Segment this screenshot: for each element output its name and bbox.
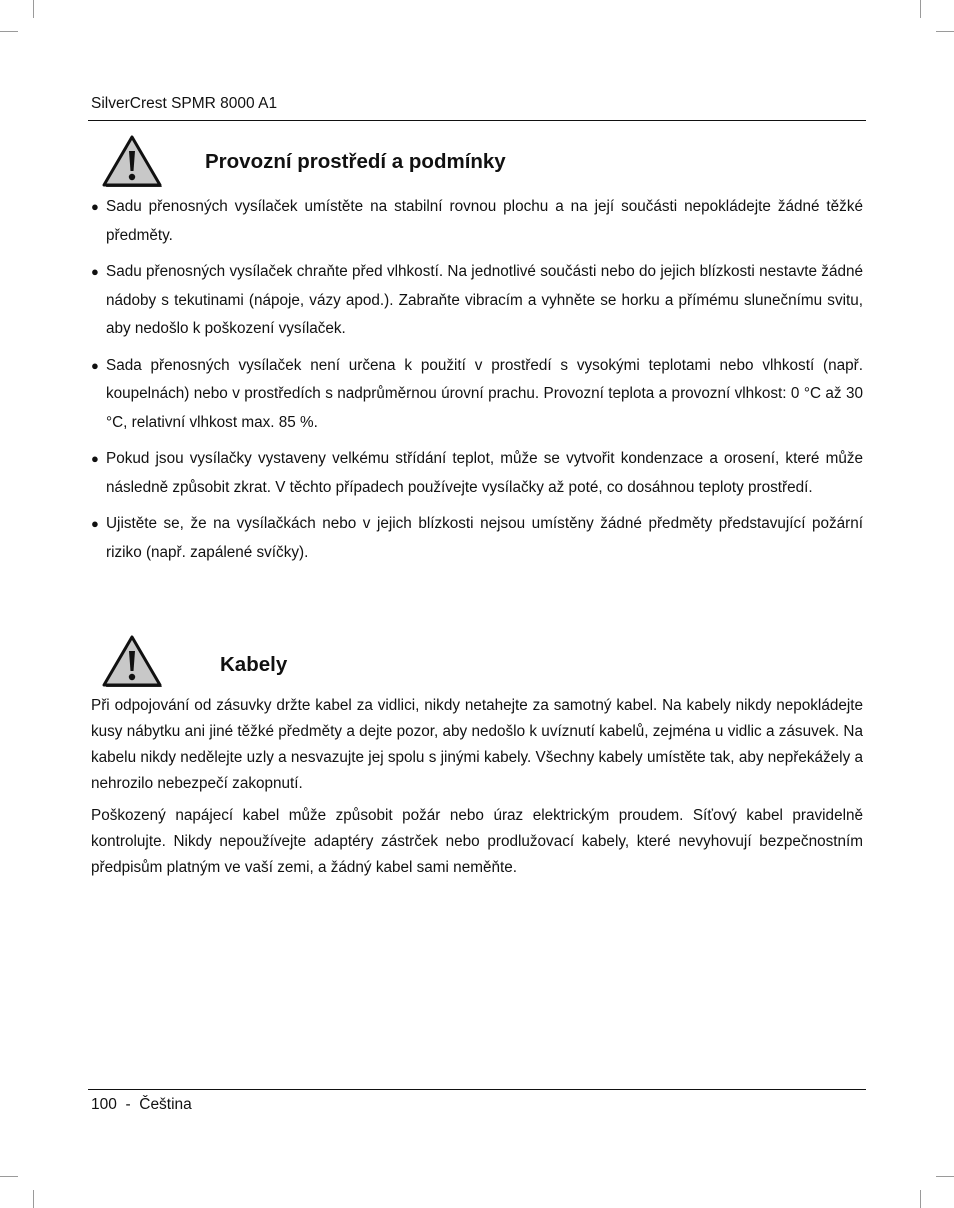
- warning-triangle-icon: [101, 134, 163, 193]
- list-item: ● Sadu přenosných vysílaček umístěte na stabilní rovnou plochu a na její součásti nepokládejte žádné těžké předměty.: [91, 193, 863, 250]
- list-item: ● Sadu přenosných vysílaček chraňte před vlhkostí. Na jednotlivé součásti nebo do jejich blízkosti nestavte žádné nádoby s tekutinami (nápoje, vázy apod.). Zabraňte vibracím a vyhněte se horku a přímému slunečnímu svitu, aby nedošlo k poškození vysílaček.: [91, 258, 863, 344]
- crop-mark-bottom-right-vertical: [920, 1190, 921, 1208]
- page-footer: 100 - Čeština: [91, 1096, 192, 1113]
- crop-mark-bottom-right-horizontal: [936, 1176, 954, 1177]
- operating-conditions-list: [91, 193, 863, 575]
- list-item: ● Sada přenosných vysílaček není určena k použití v prostředí s vysokými teplotami nebo vlhkostí (např. koupelnách) nebo v prostředích s nadprůměrnou úrovní prachu. Provozní teplota a provozní vlhkost: 0 °C až 30 °C, relativní vlhkost max. 85 %.: [91, 352, 863, 438]
- paragraph: Poškozený napájecí kabel může způsobit požár nebo úraz elektrickým proudem. Síťový kabel pravidelně kontrolujte. Nikdy nepoužívejte adaptéry zástrček nebo prodlužovací kabely, které nevyhovují bezpečnostním předpisům platným ve vaší zemi, a žádný kabel sami neměňte.: [91, 807, 863, 876]
- bullet-dot-icon: ●: [91, 357, 99, 373]
- header-rule: [88, 120, 866, 121]
- paragraph: Při odpojování od zásuvky držte kabel za vidlici, nikdy netahejte za samotný kabel. Na kabely nikdy nepokládejte kusy nábytku ani jiné těžké předměty a dejte pozor, aby nedošlo k uvíznutí kabelů, zejména u vidlic a zásuvek. Na kabelu nikdy nedělejte uzly a nesvazujte jej spolu s jinými kabely. Všechny kabely umístěte tak, aby nepřekážely a nehrozilo nebezpečí zakopnutí.: [91, 697, 863, 792]
- cables-text: [91, 693, 863, 887]
- section-title-operating-environment: Provozní prostředí a podmínky: [205, 150, 506, 173]
- crop-mark-top-left-vertical: [33, 0, 34, 18]
- crop-mark-bottom-left-horizontal: [0, 1176, 18, 1177]
- crop-mark-top-right-horizontal: [936, 31, 954, 32]
- bullet-dot-icon: ●: [91, 199, 99, 214]
- crop-mark-top-right-vertical: [920, 0, 921, 18]
- bullet-dot-icon: ●: [91, 516, 99, 531]
- footer-rule: [88, 1089, 866, 1090]
- crop-mark-top-left-horizontal: [0, 31, 18, 32]
- list-item: ● Pokud jsou vysílačky vystaveny velkému střídání teplot, může se vytvořit kondenzace a orosení, které může následně způsobit zkrat. V těchto případech používejte vysílačky až poté, co dosáhnou teploty prostředí.: [91, 445, 863, 502]
- warning-triangle-icon: [101, 634, 163, 693]
- bullet-dot-icon: ●: [91, 264, 99, 279]
- list-item: ● Ujistěte se, že na vysílačkách nebo v jejich blízkosti nejsou umístěny žádné předměty představující požární riziko (např. zapálené svíčky).: [91, 510, 863, 567]
- crop-mark-bottom-left-vertical: [33, 1190, 34, 1208]
- bullet-dot-icon: ●: [91, 451, 99, 466]
- section-title-cables: Kabely: [220, 653, 288, 676]
- running-header: SilverCrest SPMR 8000 A1: [91, 95, 278, 112]
